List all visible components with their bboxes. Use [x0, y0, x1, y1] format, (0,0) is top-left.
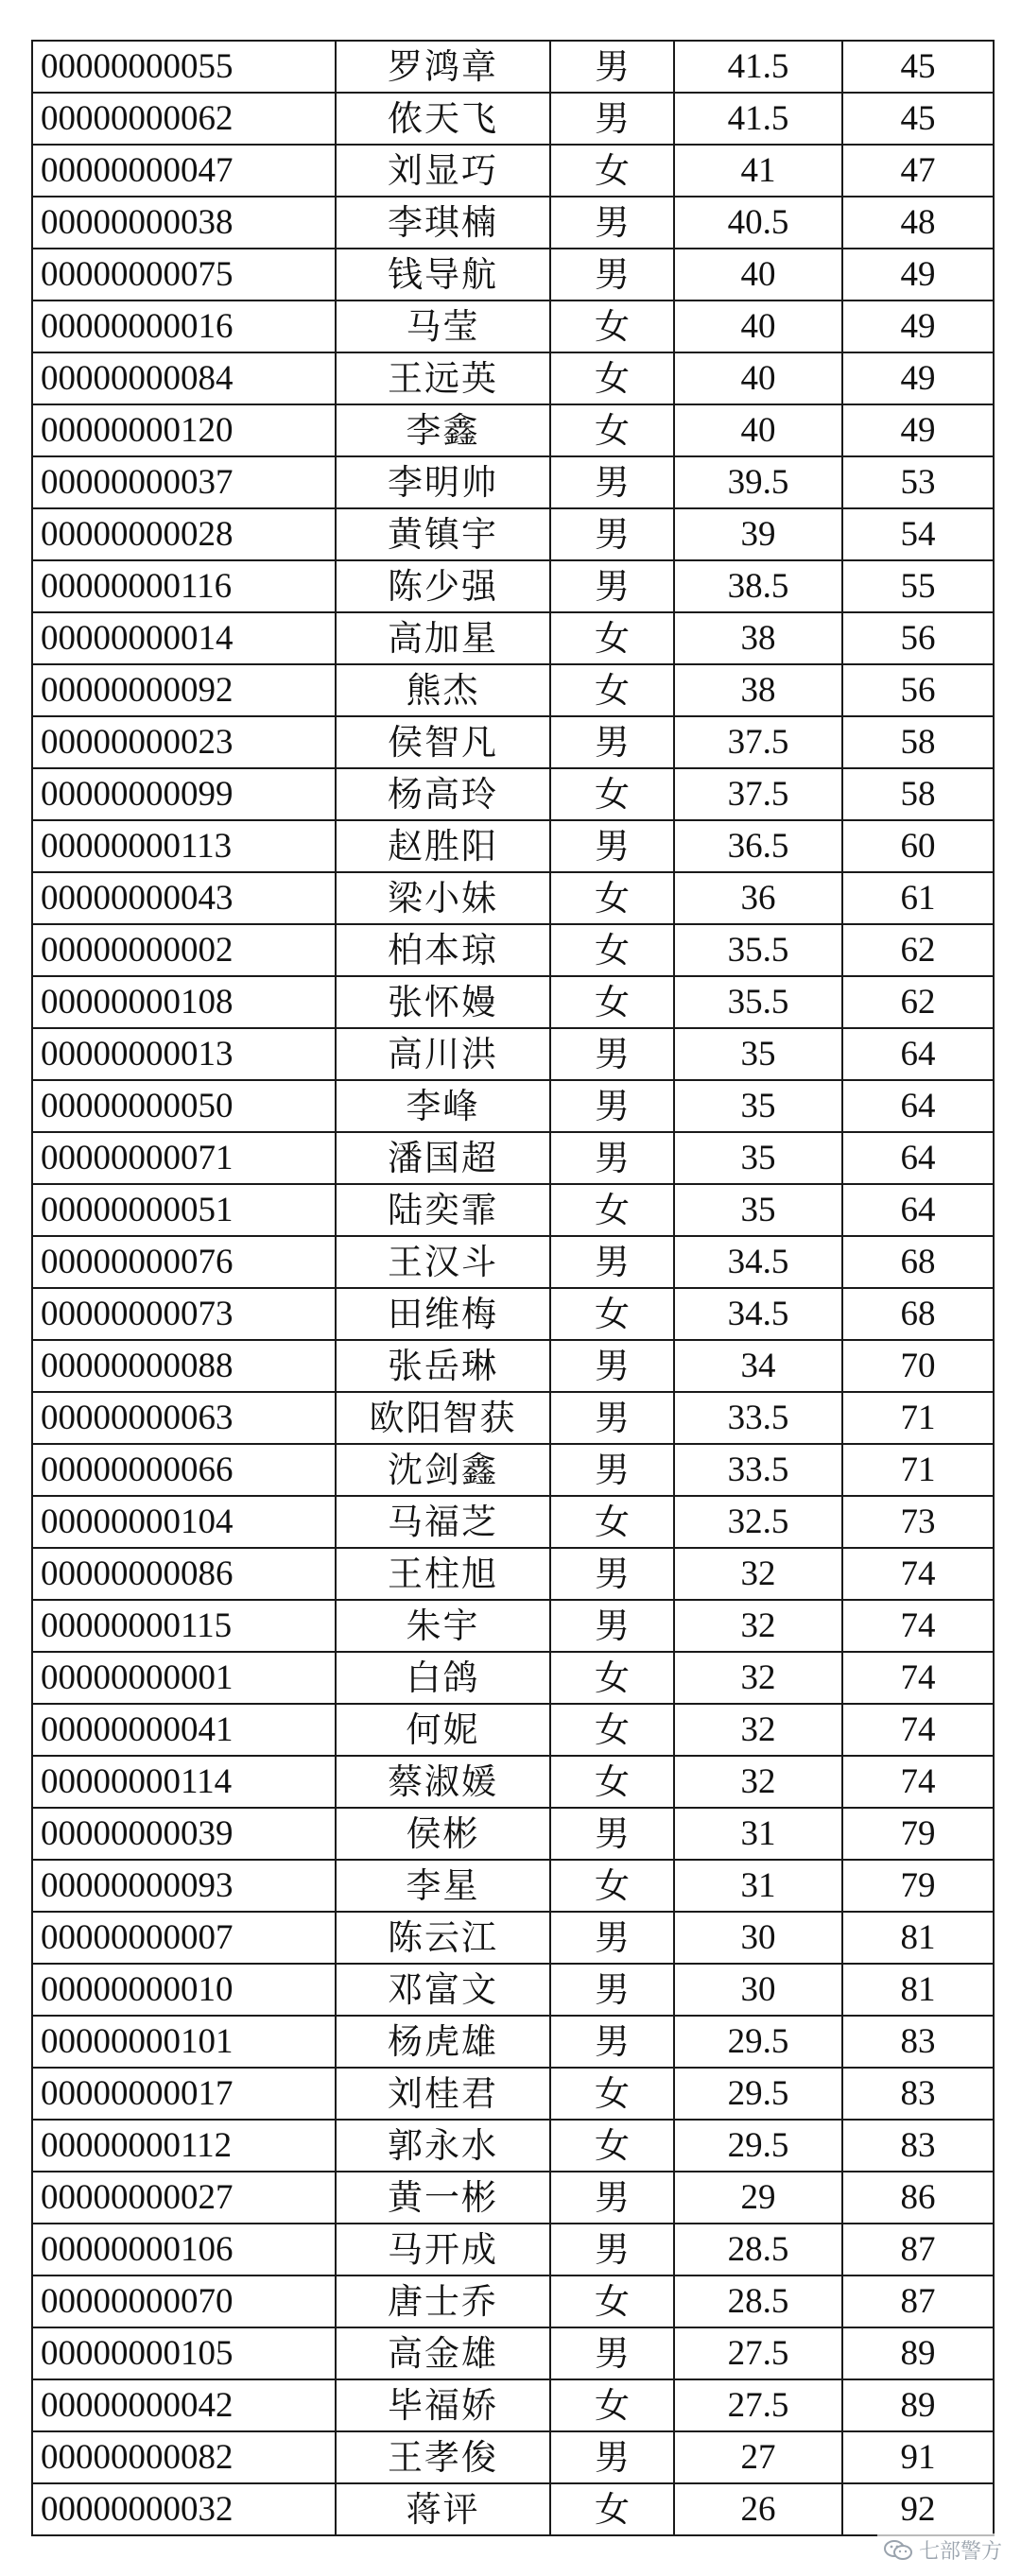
cell-score: 26 [674, 2483, 842, 2535]
cell-name: 高金雄 [336, 2327, 550, 2379]
cell-rank: 71 [842, 1392, 994, 1444]
cell-score: 32.5 [674, 1496, 842, 1548]
cell-rank: 68 [842, 1236, 994, 1288]
cell-name: 杨虎雄 [336, 2016, 550, 2068]
cell-name: 毕福娇 [336, 2379, 550, 2431]
cell-gender: 男 [550, 716, 674, 768]
cell-gender: 女 [550, 404, 674, 456]
cell-name: 潘国超 [336, 1132, 550, 1184]
table-row [32, 1184, 994, 1236]
cell-candidate-id: 00000000116 [32, 560, 336, 612]
cell-rank: 55 [842, 560, 994, 612]
cell-candidate-id: 00000000039 [32, 1808, 336, 1860]
cell-score: 28.5 [674, 2224, 842, 2275]
table-row [32, 820, 994, 872]
table-row [32, 1860, 994, 1912]
table-row [32, 2172, 994, 2224]
table-row [32, 612, 994, 664]
cell-gender: 女 [550, 1184, 674, 1236]
cell-gender: 男 [550, 2016, 674, 2068]
cell-score: 37.5 [674, 716, 842, 768]
cell-rank: 74 [842, 1652, 994, 1704]
table-row [32, 2068, 994, 2120]
cell-score: 32 [674, 1548, 842, 1600]
cell-score: 33.5 [674, 1392, 842, 1444]
cell-gender: 男 [550, 93, 674, 145]
cell-gender: 男 [550, 1080, 674, 1132]
cell-gender: 女 [550, 1288, 674, 1340]
cell-candidate-id: 00000000086 [32, 1548, 336, 1600]
cell-rank: 64 [842, 1184, 994, 1236]
cell-candidate-id: 00000000115 [32, 1600, 336, 1652]
cell-name: 侯彬 [336, 1808, 550, 1860]
table-row [32, 93, 994, 145]
cell-score: 39.5 [674, 456, 842, 508]
cell-rank: 48 [842, 197, 994, 249]
cell-rank: 49 [842, 301, 994, 352]
cell-score: 34.5 [674, 1288, 842, 1340]
cell-gender: 男 [550, 1236, 674, 1288]
cell-rank: 58 [842, 716, 994, 768]
cell-candidate-id: 00000000014 [32, 612, 336, 664]
cell-name: 王柱旭 [336, 1548, 550, 1600]
cell-candidate-id: 00000000066 [32, 1444, 336, 1496]
cell-gender: 女 [550, 872, 674, 924]
cell-gender: 男 [550, 1392, 674, 1444]
table-row [32, 1808, 994, 1860]
table-row [32, 145, 994, 197]
cell-candidate-id: 00000000050 [32, 1080, 336, 1132]
cell-gender: 男 [550, 1548, 674, 1600]
cell-rank: 49 [842, 352, 994, 404]
cell-rank: 74 [842, 1548, 994, 1600]
cell-name: 王远英 [336, 352, 550, 404]
cell-gender: 女 [550, 352, 674, 404]
cell-candidate-id: 00000000075 [32, 249, 336, 301]
cell-candidate-id: 00000000017 [32, 2068, 336, 2120]
table-body [32, 41, 994, 2535]
cell-score: 35 [674, 1132, 842, 1184]
cell-gender: 女 [550, 1756, 674, 1808]
cell-gender: 男 [550, 456, 674, 508]
cell-name: 白鸽 [336, 1652, 550, 1704]
cell-gender: 男 [550, 2431, 674, 2483]
cell-rank: 45 [842, 93, 994, 145]
cell-candidate-id: 00000000070 [32, 2275, 336, 2327]
cell-candidate-id: 00000000114 [32, 1756, 336, 1808]
cell-score: 41.5 [674, 41, 842, 93]
cell-gender: 男 [550, 1132, 674, 1184]
table-row [32, 41, 994, 93]
cell-score: 29.5 [674, 2120, 842, 2172]
cell-candidate-id: 00000000084 [32, 352, 336, 404]
table-row [32, 2275, 994, 2327]
cell-candidate-id: 00000000047 [32, 145, 336, 197]
cell-candidate-id: 00000000082 [32, 2431, 336, 2483]
cell-score: 38.5 [674, 560, 842, 612]
cell-score: 40 [674, 249, 842, 301]
cell-candidate-id: 00000000013 [32, 1028, 336, 1080]
cell-rank: 61 [842, 872, 994, 924]
cell-score: 35.5 [674, 924, 842, 976]
cell-candidate-id: 00000000106 [32, 2224, 336, 2275]
cell-score: 35 [674, 1028, 842, 1080]
cell-rank: 68 [842, 1288, 994, 1340]
table-row [32, 872, 994, 924]
cell-name: 杨高玲 [336, 768, 550, 820]
cell-name: 李明帅 [336, 456, 550, 508]
cell-name: 陈云江 [336, 1912, 550, 1964]
table-row [32, 2224, 994, 2275]
cell-rank: 86 [842, 2172, 994, 2224]
cell-score: 27.5 [674, 2379, 842, 2431]
cell-rank: 73 [842, 1496, 994, 1548]
cell-rank: 87 [842, 2224, 994, 2275]
cell-name: 高川洪 [336, 1028, 550, 1080]
watermark-text: 七部警方 [918, 2540, 1002, 2564]
table-row [32, 1392, 994, 1444]
table-row [32, 301, 994, 352]
cell-score: 35 [674, 1080, 842, 1132]
cell-score: 32 [674, 1652, 842, 1704]
cell-gender: 女 [550, 1704, 674, 1756]
cell-rank: 74 [842, 1704, 994, 1756]
cell-rank: 71 [842, 1444, 994, 1496]
cell-gender: 男 [550, 820, 674, 872]
cell-candidate-id: 00000000101 [32, 2016, 336, 2068]
cell-candidate-id: 00000000112 [32, 2120, 336, 2172]
cell-candidate-id: 00000000038 [32, 197, 336, 249]
table-row [32, 508, 994, 560]
cell-gender: 女 [550, 768, 674, 820]
cell-rank: 74 [842, 1600, 994, 1652]
cell-rank: 58 [842, 768, 994, 820]
cell-gender: 男 [550, 1808, 674, 1860]
cell-candidate-id: 00000000023 [32, 716, 336, 768]
cell-rank: 89 [842, 2327, 994, 2379]
watermark [877, 2533, 1008, 2567]
cell-candidate-id: 00000000042 [32, 2379, 336, 2431]
cell-score: 32 [674, 1756, 842, 1808]
cell-score: 31 [674, 1860, 842, 1912]
cell-score: 35.5 [674, 976, 842, 1028]
cell-score: 40.5 [674, 197, 842, 249]
cell-name: 刘桂君 [336, 2068, 550, 2120]
cell-score: 38 [674, 664, 842, 716]
table-row [32, 1288, 994, 1340]
cell-rank: 45 [842, 41, 994, 93]
cell-score: 41.5 [674, 93, 842, 145]
cell-score: 27.5 [674, 2327, 842, 2379]
cell-rank: 92 [842, 2483, 994, 2535]
cell-score: 37.5 [674, 768, 842, 820]
cell-candidate-id: 00000000092 [32, 664, 336, 716]
cell-name: 李星 [336, 1860, 550, 1912]
cell-name: 梁小妹 [336, 872, 550, 924]
cell-gender: 女 [550, 664, 674, 716]
table-row [32, 1600, 994, 1652]
table-row [32, 1652, 994, 1704]
cell-gender: 男 [550, 41, 674, 93]
cell-rank: 91 [842, 2431, 994, 2483]
cell-candidate-id: 00000000093 [32, 1860, 336, 1912]
cell-name: 张怀嫚 [336, 976, 550, 1028]
cell-gender: 男 [550, 2327, 674, 2379]
cell-score: 40 [674, 404, 842, 456]
cell-gender: 女 [550, 145, 674, 197]
cell-name: 陈少强 [336, 560, 550, 612]
table-row [32, 1912, 994, 1964]
cell-name: 沈剑鑫 [336, 1444, 550, 1496]
table-row [32, 404, 994, 456]
cell-name: 刘显巧 [336, 145, 550, 197]
table-row [32, 197, 994, 249]
cell-gender: 男 [550, 2172, 674, 2224]
cell-gender: 男 [550, 508, 674, 560]
cell-name: 唐士乔 [336, 2275, 550, 2327]
cell-gender: 男 [550, 560, 674, 612]
cell-name: 何妮 [336, 1704, 550, 1756]
table-row [32, 1236, 994, 1288]
cell-gender: 女 [550, 2483, 674, 2535]
cell-score: 29.5 [674, 2068, 842, 2120]
cell-name: 黄镇宇 [336, 508, 550, 560]
table-row [32, 2327, 994, 2379]
cell-name: 马福芝 [336, 1496, 550, 1548]
cell-name: 邓富文 [336, 1964, 550, 2016]
table-row [32, 456, 994, 508]
table-row [32, 1028, 994, 1080]
table-row [32, 1080, 994, 1132]
cell-candidate-id: 00000000076 [32, 1236, 336, 1288]
cell-gender: 男 [550, 1912, 674, 1964]
cell-gender: 女 [550, 2275, 674, 2327]
table-row [32, 1132, 994, 1184]
cell-candidate-id: 00000000051 [32, 1184, 336, 1236]
cell-rank: 89 [842, 2379, 994, 2431]
cell-candidate-id: 00000000062 [32, 93, 336, 145]
cell-gender: 女 [550, 2068, 674, 2120]
table-row [32, 352, 994, 404]
cell-rank: 56 [842, 612, 994, 664]
table-row [32, 2483, 994, 2535]
cell-gender: 女 [550, 976, 674, 1028]
cell-rank: 83 [842, 2068, 994, 2120]
table-row [32, 2120, 994, 2172]
cell-gender: 女 [550, 1496, 674, 1548]
cell-name: 张岳琳 [336, 1340, 550, 1392]
cell-gender: 女 [550, 2120, 674, 2172]
cell-score: 27 [674, 2431, 842, 2483]
table-row [32, 560, 994, 612]
table-row [32, 249, 994, 301]
cell-rank: 54 [842, 508, 994, 560]
cell-candidate-id: 00000000028 [32, 508, 336, 560]
cell-name: 欧阳智获 [336, 1392, 550, 1444]
cell-name: 钱导航 [336, 249, 550, 301]
cell-gender: 女 [550, 612, 674, 664]
cell-candidate-id: 00000000099 [32, 768, 336, 820]
table-row [32, 768, 994, 820]
table-row [32, 924, 994, 976]
cell-gender: 男 [550, 1340, 674, 1392]
cell-score: 40 [674, 352, 842, 404]
cell-candidate-id: 00000000002 [32, 924, 336, 976]
cell-name: 马开成 [336, 2224, 550, 2275]
cell-gender: 男 [550, 1964, 674, 2016]
cell-rank: 79 [842, 1808, 994, 1860]
cell-name: 王孝俊 [336, 2431, 550, 2483]
cell-name: 朱宇 [336, 1600, 550, 1652]
cell-candidate-id: 00000000016 [32, 301, 336, 352]
table-row [32, 2379, 994, 2431]
cell-candidate-id: 00000000043 [32, 872, 336, 924]
cell-name: 高加星 [336, 612, 550, 664]
cell-rank: 53 [842, 456, 994, 508]
cell-name: 田维梅 [336, 1288, 550, 1340]
cell-score: 36.5 [674, 820, 842, 872]
cell-gender: 女 [550, 301, 674, 352]
cell-candidate-id: 00000000071 [32, 1132, 336, 1184]
cell-name: 李鑫 [336, 404, 550, 456]
table-row [32, 1444, 994, 1496]
cell-rank: 64 [842, 1080, 994, 1132]
cell-gender: 男 [550, 1444, 674, 1496]
cell-name: 侬天飞 [336, 93, 550, 145]
cell-score: 40 [674, 301, 842, 352]
table-row [32, 2016, 994, 2068]
cell-name: 郭永水 [336, 2120, 550, 2172]
cell-name: 蒋评 [336, 2483, 550, 2535]
cell-rank: 62 [842, 924, 994, 976]
cell-name: 陆奕霏 [336, 1184, 550, 1236]
cell-rank: 70 [842, 1340, 994, 1392]
cell-name: 熊杰 [336, 664, 550, 716]
cell-rank: 81 [842, 1912, 994, 1964]
cell-score: 38 [674, 612, 842, 664]
cell-rank: 79 [842, 1860, 994, 1912]
cell-score: 35 [674, 1184, 842, 1236]
cell-score: 39 [674, 508, 842, 560]
score-table [31, 40, 995, 2536]
cell-name: 马莹 [336, 301, 550, 352]
cell-rank: 49 [842, 249, 994, 301]
cell-gender: 男 [550, 1028, 674, 1080]
cell-score: 32 [674, 1600, 842, 1652]
table-row [32, 1548, 994, 1600]
table-row [32, 1756, 994, 1808]
cell-candidate-id: 00000000104 [32, 1496, 336, 1548]
cell-rank: 74 [842, 1756, 994, 1808]
cell-candidate-id: 00000000088 [32, 1340, 336, 1392]
cell-name: 李琪楠 [336, 197, 550, 249]
cell-score: 41 [674, 145, 842, 197]
cell-candidate-id: 00000000108 [32, 976, 336, 1028]
cell-rank: 87 [842, 2275, 994, 2327]
cell-score: 30 [674, 1912, 842, 1964]
cell-candidate-id: 00000000055 [32, 41, 336, 93]
cell-candidate-id: 00000000001 [32, 1652, 336, 1704]
cell-score: 34 [674, 1340, 842, 1392]
cell-candidate-id: 00000000010 [32, 1964, 336, 2016]
cell-score: 32 [674, 1704, 842, 1756]
cell-name: 柏本琼 [336, 924, 550, 976]
cell-candidate-id: 00000000032 [32, 2483, 336, 2535]
table-row [32, 976, 994, 1028]
cell-candidate-id: 00000000027 [32, 2172, 336, 2224]
cell-name: 蔡淑媛 [336, 1756, 550, 1808]
cell-gender: 男 [550, 2224, 674, 2275]
table-row [32, 664, 994, 716]
cell-rank: 49 [842, 404, 994, 456]
table-row [32, 2431, 994, 2483]
cell-candidate-id: 00000000037 [32, 456, 336, 508]
cell-gender: 女 [550, 1860, 674, 1912]
cell-score: 31 [674, 1808, 842, 1860]
cell-candidate-id: 00000000007 [32, 1912, 336, 1964]
cell-rank: 60 [842, 820, 994, 872]
cell-rank: 83 [842, 2016, 994, 2068]
cell-candidate-id: 00000000063 [32, 1392, 336, 1444]
cell-name: 黄一彬 [336, 2172, 550, 2224]
wechat-channel-icon [883, 2538, 913, 2563]
table-row [32, 716, 994, 768]
cell-rank: 62 [842, 976, 994, 1028]
cell-candidate-id: 00000000041 [32, 1704, 336, 1756]
cell-name: 王汉斗 [336, 1236, 550, 1288]
cell-name: 赵胜阳 [336, 820, 550, 872]
cell-gender: 女 [550, 1652, 674, 1704]
cell-score: 29.5 [674, 2016, 842, 2068]
table-row [32, 1340, 994, 1392]
cell-candidate-id: 00000000113 [32, 820, 336, 872]
cell-score: 36 [674, 872, 842, 924]
cell-rank: 47 [842, 145, 994, 197]
cell-gender: 女 [550, 924, 674, 976]
table-row [32, 1496, 994, 1548]
table-row [32, 1704, 994, 1756]
table-row [32, 1964, 994, 2016]
cell-score: 30 [674, 1964, 842, 2016]
cell-rank: 56 [842, 664, 994, 716]
cell-rank: 64 [842, 1028, 994, 1080]
cell-rank: 81 [842, 1964, 994, 2016]
cell-name: 罗鸿章 [336, 41, 550, 93]
cell-gender: 男 [550, 249, 674, 301]
cell-candidate-id: 00000000105 [32, 2327, 336, 2379]
cell-candidate-id: 00000000120 [32, 404, 336, 456]
cell-name: 侯智凡 [336, 716, 550, 768]
cell-score: 29 [674, 2172, 842, 2224]
cell-score: 28.5 [674, 2275, 842, 2327]
cell-score: 33.5 [674, 1444, 842, 1496]
cell-gender: 女 [550, 2379, 674, 2431]
cell-gender: 男 [550, 1600, 674, 1652]
cell-candidate-id: 00000000073 [32, 1288, 336, 1340]
cell-score: 34.5 [674, 1236, 842, 1288]
cell-rank: 83 [842, 2120, 994, 2172]
cell-gender: 男 [550, 197, 674, 249]
cell-rank: 64 [842, 1132, 994, 1184]
cell-name: 李峰 [336, 1080, 550, 1132]
